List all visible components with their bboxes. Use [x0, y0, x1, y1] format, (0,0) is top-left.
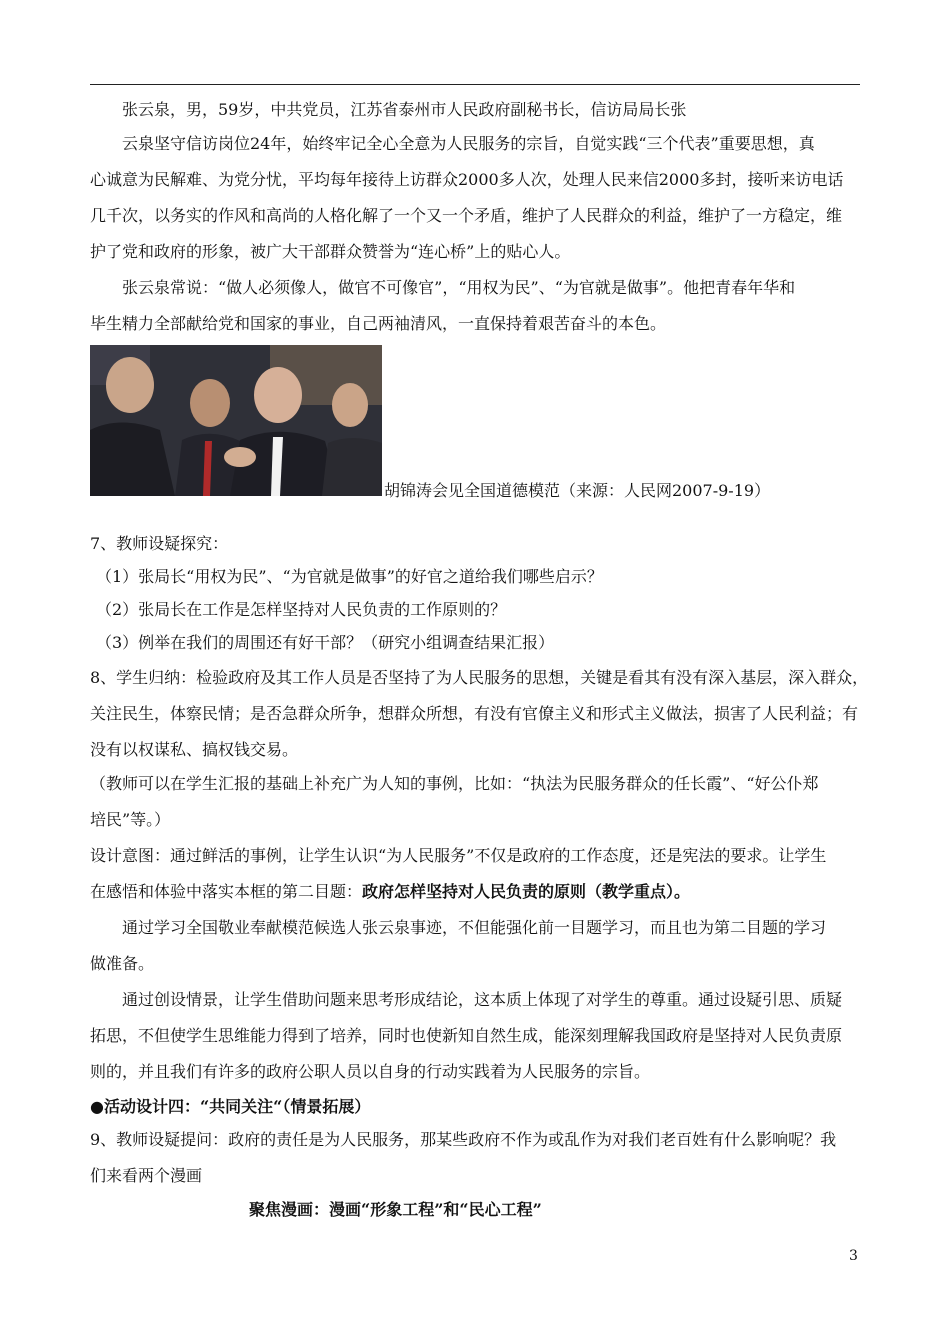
summary-line: 关注民生，体察民情；是否急群众所争，想群众所想，有没有官僚主义和形式主义做法，损害了人民利益；有: [90, 704, 859, 723]
question-7-item-1: （1）张局长“用权为民”、“为官就是做事”的好官之道给我们哪些启示？: [96, 567, 603, 586]
header-rule: [90, 84, 860, 85]
teacher-note: 培民”等。）: [90, 810, 171, 829]
summary-line: 8、学生归纳：检验政府及其工作人员是否坚持了为人民服务的思想，关键是看其有没有深入基层，深入群众，: [90, 668, 869, 687]
comic-title: 聚焦漫画：漫画“形象工程”和“民心工程”: [249, 1200, 542, 1219]
bio-line: 云泉坚守信访岗位24年，始终牢记全心全意为人民服务的宗旨，自觉实践“三个代表”重要思想，真: [122, 134, 815, 153]
page-number: 3: [849, 1248, 858, 1264]
situation-line: 通过创设情景，让学生借助问题来思考形成结论，这本质上体现了对学生的尊重。通过设疑引思、质疑: [122, 990, 843, 1009]
bio-line: 几千次，以务实的作风和高尚的人格化解了一个又一个矛盾，维护了人民群众的利益，维护了一方稳定，维: [90, 206, 843, 225]
study-line: 通过学习全国敬业奉献模范候选人张云泉事迹，不但能强化前一目题学习，而且也为第二目题的学习: [122, 918, 827, 937]
summary-line: 没有以权谋私、搞权钱交易。: [90, 740, 299, 759]
design-intent-text: 在感悟和体验中落实本框的第二目题：: [90, 882, 363, 901]
teacher-note: （教师可以在学生汇报的基础上补充广为人知的事例，比如：“执法为民服务群众的任长霞”、“好公仆郑: [90, 774, 819, 793]
meeting-photo: [90, 345, 382, 496]
bio-line: 心诚意为民解难、为党分忧，平均每年接待上访群众2000多人次，处理人民来信2000多封，接听来访电话: [90, 170, 844, 189]
design-intent: 设计意图：通过鲜活的事例，让学生认识“为人民服务”不仅是政府的工作态度，还是宪法的要求。让学生: [90, 846, 827, 865]
study-line: 做准备。: [90, 954, 155, 973]
situation-line: 拓思，不但使学生思维能力得到了培养，同时也使新知自然生成，能深刻理解我国政府是坚持对人民负责原: [90, 1026, 843, 1045]
quote-line: 毕生精力全部献给党和国家的事业，自己两袖清风，一直保持着艰苦奋斗的本色。: [90, 314, 667, 333]
design-intent-line: [90, 882, 865, 902]
situation-line: 则的，并且我们有许多的政府公职人员以自身的行动实践着为人民服务的宗旨。: [90, 1062, 651, 1081]
design-intent-emphasis: 政府怎样坚持对人民负责的原则（教学重点）。: [362, 882, 691, 901]
photo-caption: 胡锦涛会见全国道德模范（来源：人民网2007-9-19）: [384, 481, 771, 500]
question-7-heading: 7、教师设疑探究：: [90, 534, 229, 553]
question-9-line: 9、教师设疑提问：政府的责任是为人民服务，那某些政府不作为或乱作为对我们老百姓有什么影响呢？我: [90, 1130, 837, 1149]
activity-4-heading: ●活动设计四：“共同关注“（情景拓展）: [90, 1097, 371, 1116]
bio-intro: 张云泉，男，59岁，中共党员，江苏省泰州市人民政府副秘书长，信访局局长张: [122, 100, 687, 119]
quote-line: 张云泉常说：“做人必须像人，做官不可像官”，“用权为民”、“为官就是做事”。他把青春年华和: [122, 278, 796, 297]
bio-line: 护了党和政府的形象，被广大干部群众赞誉为“连心桥”上的贴心人。: [90, 242, 571, 261]
question-7-item-3: （3）例举在我们的周围还有好干部？（研究小组调查结果汇报）: [96, 633, 555, 652]
question-9-line: 们来看两个漫画: [90, 1166, 203, 1185]
question-7-item-2: （2）张局长在工作是怎样坚持对人民负责的工作原则的？: [96, 600, 507, 619]
